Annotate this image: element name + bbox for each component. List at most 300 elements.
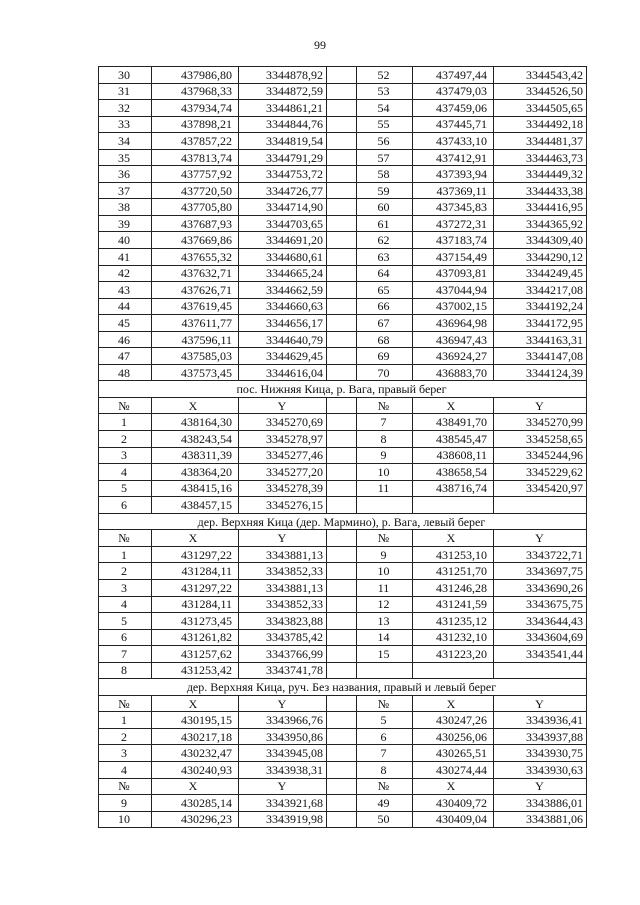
x-coordinate-cell: X [152,695,239,712]
y-coordinate-cell: 3345278,39 [239,480,327,497]
table-row [99,745,587,762]
x-coordinate-cell: 437412,91 [413,149,494,166]
point-number-cell: № [99,778,152,795]
point-number-cell: 41 [99,249,152,266]
point-number-cell: 8 [99,662,152,679]
x-coordinate-cell: X [413,778,494,795]
y-coordinate-cell: 3345420,97 [494,480,587,497]
point-number-cell: 35 [99,149,152,166]
point-number-cell: 46 [99,331,152,348]
x-coordinate-cell: 431251,70 [413,563,494,580]
column-gap-cell [327,563,357,580]
x-coordinate-cell: 437433,10 [413,133,494,150]
point-number-cell: 67 [357,315,413,332]
table-row [99,447,587,464]
y-coordinate-cell: 3343919,98 [239,811,327,828]
point-number-cell: 1 [99,414,152,431]
x-coordinate-cell: 437272,31 [413,215,494,232]
point-number-cell: 37 [99,182,152,199]
column-gap-cell [327,265,357,282]
x-coordinate-cell: 437611,77 [152,315,239,332]
point-number-cell: 9 [99,795,152,812]
y-coordinate-cell: 3344819,54 [239,133,327,150]
table-row [99,364,587,381]
column-gap-cell [327,133,357,150]
table-header-row [99,530,587,547]
column-gap-cell [327,215,357,232]
point-number-cell: 3 [99,579,152,596]
point-number-cell: 49 [357,795,413,812]
y-coordinate-cell: 3343886,01 [494,795,587,812]
y-coordinate-cell: 3344726,77 [239,182,327,199]
table-row [99,149,587,166]
y-coordinate-cell: 3344629,45 [239,348,327,365]
y-coordinate-cell: 3344505,65 [494,100,587,117]
x-coordinate-cell: 438658,54 [413,464,494,481]
point-number-cell: 14 [357,629,413,646]
column-gap-cell [327,646,357,663]
x-coordinate-cell: 437757,92 [152,166,239,183]
point-number-cell: 5 [357,712,413,729]
column-gap-cell [327,397,357,414]
y-coordinate-cell: 3343675,75 [494,596,587,613]
y-coordinate-cell: 3344543,42 [494,67,587,84]
y-coordinate-cell: 3343881,13 [239,579,327,596]
table-row [99,464,587,481]
y-coordinate-cell: 3344680,61 [239,249,327,266]
table-row [99,182,587,199]
point-number-cell: 34 [99,133,152,150]
table-row [99,613,587,630]
table-row [99,215,587,232]
y-coordinate-cell: Y [239,397,327,414]
x-coordinate-cell: 436964,98 [413,315,494,332]
x-coordinate-cell: 437393,94 [413,166,494,183]
table-row [99,563,587,580]
table-row [99,331,587,348]
column-gap-cell [327,613,357,630]
column-gap-cell [327,778,357,795]
point-number-cell: 10 [357,563,413,580]
x-coordinate-cell: X [413,397,494,414]
point-number-cell: 4 [99,596,152,613]
column-gap-cell [327,67,357,84]
point-number-cell: 63 [357,249,413,266]
x-coordinate-cell: 437986,80 [152,67,239,84]
point-number-cell: 7 [99,646,152,663]
column-gap-cell [327,249,357,266]
point-number-cell: 6 [99,497,152,514]
point-number-cell: 7 [357,414,413,431]
column-gap-cell [327,232,357,249]
y-coordinate-cell: 3344309,40 [494,232,587,249]
y-coordinate-cell: 3344691,20 [239,232,327,249]
y-coordinate-cell: 3343938,31 [239,761,327,778]
column-gap-cell [327,795,357,812]
y-coordinate-cell: 3343823,88 [239,613,327,630]
x-coordinate-cell: 437626,71 [152,282,239,299]
y-coordinate-cell: 3345278,97 [239,431,327,448]
x-coordinate-cell: 431246,28 [413,579,494,596]
y-coordinate-cell: 3344878,92 [239,67,327,84]
y-coordinate-cell: Y [239,530,327,547]
x-coordinate-cell: 438457,15 [152,497,239,514]
column-gap-cell [327,546,357,563]
x-coordinate-cell: 438491,70 [413,414,494,431]
column-gap-cell [327,761,357,778]
x-coordinate-cell: 437669,86 [152,232,239,249]
y-coordinate-cell: 3344147,08 [494,348,587,365]
coordinates-table [98,66,587,828]
x-coordinate-cell: 431261,82 [152,629,239,646]
table-row [99,596,587,613]
table-row [99,795,587,812]
y-coordinate-cell [494,497,587,514]
x-coordinate-cell: 437898,21 [152,116,239,133]
point-number-cell: 8 [357,761,413,778]
x-coordinate-cell: 437459,06 [413,100,494,117]
point-number-cell: 31 [99,83,152,100]
column-gap-cell [327,629,357,646]
point-number-cell: 50 [357,811,413,828]
x-coordinate-cell: 437497,44 [413,67,494,84]
point-number-cell: 13 [357,613,413,630]
x-coordinate-cell: 438164,30 [152,414,239,431]
x-coordinate-cell: 431235,12 [413,613,494,630]
point-number-cell: 1 [99,546,152,563]
point-number-cell: № [99,530,152,547]
table-row [99,579,587,596]
y-coordinate-cell: 3345258,65 [494,431,587,448]
x-coordinate-cell: X [152,530,239,547]
y-coordinate-cell: 3344481,37 [494,133,587,150]
table-row [99,414,587,431]
table-row [99,100,587,117]
x-coordinate-cell: 437934,74 [152,100,239,117]
y-coordinate-cell: 3343741,78 [239,662,327,679]
x-coordinate-cell: 431253,10 [413,546,494,563]
x-coordinate-cell: 438364,20 [152,464,239,481]
point-number-cell: 10 [99,811,152,828]
y-coordinate-cell: 3344640,79 [239,331,327,348]
table-row [99,497,587,514]
table-row [99,265,587,282]
point-number-cell: 36 [99,166,152,183]
x-coordinate-cell: 430232,47 [152,745,239,762]
x-coordinate-cell: 437596,11 [152,331,239,348]
y-coordinate-cell: 3344714,90 [239,199,327,216]
column-gap-cell [327,579,357,596]
x-coordinate-cell: 431232,10 [413,629,494,646]
x-coordinate-cell: 437655,32 [152,249,239,266]
y-coordinate-cell: 3344192,24 [494,298,587,315]
table-row [99,712,587,729]
point-number-cell: 59 [357,182,413,199]
y-coordinate-cell: 3345244,96 [494,447,587,464]
x-coordinate-cell: 430240,93 [152,761,239,778]
point-number-cell: 4 [99,464,152,481]
y-coordinate-cell: 3344844,76 [239,116,327,133]
table-header-row [99,778,587,795]
y-coordinate-cell: 3345277,46 [239,447,327,464]
x-coordinate-cell: 436883,70 [413,364,494,381]
point-number-cell: 68 [357,331,413,348]
x-coordinate-cell: 437345,83 [413,199,494,216]
point-number-cell: 2 [99,431,152,448]
section-title-row [99,679,587,696]
x-coordinate-cell: 437619,45 [152,298,239,315]
point-number-cell: 6 [357,728,413,745]
y-coordinate-cell: 3343541,44 [494,646,587,663]
x-coordinate-cell: 430195,15 [152,712,239,729]
table-row [99,67,587,84]
column-gap-cell [327,282,357,299]
y-coordinate-cell: 3344416,95 [494,199,587,216]
table-row [99,199,587,216]
x-coordinate-cell: 430247,26 [413,712,494,729]
column-gap-cell [327,331,357,348]
y-coordinate-cell: 3343766,99 [239,646,327,663]
y-coordinate-cell: 3344662,59 [239,282,327,299]
x-coordinate-cell: 431253,42 [152,662,239,679]
y-coordinate-cell: 3344492,18 [494,116,587,133]
point-number-cell: 15 [357,646,413,663]
point-number-cell: 7 [357,745,413,762]
table-row [99,298,587,315]
y-coordinate-cell: 3343937,88 [494,728,587,745]
x-coordinate-cell: 430285,14 [152,795,239,812]
y-coordinate-cell: 3343881,13 [239,546,327,563]
point-number-cell: 58 [357,166,413,183]
y-coordinate-cell: 3344526,50 [494,83,587,100]
table-row [99,811,587,828]
table-header-row [99,695,587,712]
point-number-cell: 40 [99,232,152,249]
column-gap-cell [327,414,357,431]
point-number-cell: № [99,695,152,712]
table-row [99,232,587,249]
point-number-cell: 52 [357,67,413,84]
x-coordinate-cell: 438415,16 [152,480,239,497]
x-coordinate-cell: 438243,54 [152,431,239,448]
x-coordinate-cell: 437002,15 [413,298,494,315]
x-coordinate-cell: 430265,51 [413,745,494,762]
x-coordinate-cell: 431297,22 [152,579,239,596]
x-coordinate-cell: X [152,778,239,795]
x-coordinate-cell: 431223,20 [413,646,494,663]
x-coordinate-cell: 437632,71 [152,265,239,282]
y-coordinate-cell: 3343921,68 [239,795,327,812]
y-coordinate-cell: 3343722,71 [494,546,587,563]
x-coordinate-cell: 430296,23 [152,811,239,828]
point-number-cell: 9 [357,447,413,464]
y-coordinate-cell: 3344249,45 [494,265,587,282]
x-coordinate-cell: X [413,530,494,547]
point-number-cell: 30 [99,67,152,84]
column-gap-cell [327,480,357,497]
y-coordinate-cell: 3344172,95 [494,315,587,332]
table-row [99,480,587,497]
y-coordinate-cell: Y [494,397,587,414]
y-coordinate-cell: 3343690,26 [494,579,587,596]
y-coordinate-cell: 3343697,75 [494,563,587,580]
x-coordinate-cell: 438545,47 [413,431,494,448]
y-coordinate-cell: 3344449,32 [494,166,587,183]
point-number-cell: 3 [99,447,152,464]
x-coordinate-cell: X [152,397,239,414]
x-coordinate-cell: 430256,06 [413,728,494,745]
x-coordinate-cell: 437573,45 [152,364,239,381]
section-title: пос. Нижняя Кица, р. Вага, правый берег [99,381,587,398]
point-number-cell: 12 [357,596,413,613]
column-gap-cell [327,298,357,315]
point-number-cell: 5 [99,480,152,497]
x-coordinate-cell: 437093,81 [413,265,494,282]
x-coordinate-cell: 431284,11 [152,563,239,580]
y-coordinate-cell: 3343852,33 [239,596,327,613]
y-coordinate-cell: 3343950,86 [239,728,327,745]
column-gap-cell [327,364,357,381]
y-coordinate-cell: 3343936,41 [494,712,587,729]
x-coordinate-cell: 436947,43 [413,331,494,348]
point-number-cell: 9 [357,546,413,563]
y-coordinate-cell: 3345277,20 [239,464,327,481]
x-coordinate-cell: 431273,45 [152,613,239,630]
y-coordinate-cell: 3344217,08 [494,282,587,299]
column-gap-cell [327,596,357,613]
x-coordinate-cell: 437705,80 [152,199,239,216]
column-gap-cell [327,728,357,745]
point-number-cell: 60 [357,199,413,216]
x-coordinate-cell: 437720,50 [152,182,239,199]
point-number-cell: № [357,778,413,795]
column-gap-cell [327,745,357,762]
y-coordinate-cell: 3343966,76 [239,712,327,729]
y-coordinate-cell: 3344872,59 [239,83,327,100]
column-gap-cell [327,166,357,183]
point-number-cell: 2 [99,563,152,580]
y-coordinate-cell: 3343644,43 [494,613,587,630]
x-coordinate-cell: 438716,74 [413,480,494,497]
column-gap-cell [327,695,357,712]
y-coordinate-cell: 3343604,69 [494,629,587,646]
y-coordinate-cell: 3344665,24 [239,265,327,282]
table-row [99,348,587,365]
y-coordinate-cell: 3344656,17 [239,315,327,332]
y-coordinate-cell: 3344616,04 [239,364,327,381]
point-number-cell: 57 [357,149,413,166]
y-coordinate-cell: 3344463,73 [494,149,587,166]
y-coordinate-cell: Y [494,695,587,712]
section-title: дер. Верхняя Кица (дер. Мармино), р. Вага, левый берег [99,513,587,530]
column-gap-cell [327,83,357,100]
y-coordinate-cell: 3343852,33 [239,563,327,580]
x-coordinate-cell: 430409,04 [413,811,494,828]
y-coordinate-cell: 3344163,31 [494,331,587,348]
x-coordinate-cell: 431241,59 [413,596,494,613]
table-row [99,761,587,778]
point-number-cell: 4 [99,761,152,778]
y-coordinate-cell [494,662,587,679]
x-coordinate-cell: 431257,62 [152,646,239,663]
x-coordinate-cell: 437183,74 [413,232,494,249]
point-number-cell: 56 [357,133,413,150]
table-row [99,431,587,448]
point-number-cell: 1 [99,712,152,729]
point-number-cell: 48 [99,364,152,381]
x-coordinate-cell: 437044,94 [413,282,494,299]
x-coordinate-cell [413,662,494,679]
table-row [99,646,587,663]
point-number-cell: 11 [357,579,413,596]
x-coordinate-cell: 431284,11 [152,596,239,613]
x-coordinate-cell: 430409,72 [413,795,494,812]
y-coordinate-cell: Y [494,778,587,795]
section-title: дер. Верхняя Кица, руч. Без названия, правый и левый берег [99,679,587,696]
y-coordinate-cell: 3344365,92 [494,215,587,232]
column-gap-cell [327,431,357,448]
y-coordinate-cell: 3345229,62 [494,464,587,481]
point-number-cell: № [357,530,413,547]
page-number: 99 [314,38,326,52]
point-number-cell: 69 [357,348,413,365]
point-number-cell: 3 [99,745,152,762]
table-row [99,662,587,679]
x-coordinate-cell: 438608,11 [413,447,494,464]
y-coordinate-cell: 3344791,29 [239,149,327,166]
point-number-cell [357,497,413,514]
point-number-cell: 70 [357,364,413,381]
point-number-cell: 33 [99,116,152,133]
y-coordinate-cell: 3343881,06 [494,811,587,828]
point-number-cell: 44 [99,298,152,315]
x-coordinate-cell [413,497,494,514]
table-row [99,728,587,745]
table-header-row [99,397,587,414]
table-row [99,166,587,183]
point-number-cell: 61 [357,215,413,232]
x-coordinate-cell: 438311,39 [152,447,239,464]
y-coordinate-cell: 3343930,63 [494,761,587,778]
column-gap-cell [327,348,357,365]
y-coordinate-cell: 3345276,15 [239,497,327,514]
point-number-cell [357,662,413,679]
table-row [99,282,587,299]
column-gap-cell [327,530,357,547]
table-row [99,315,587,332]
y-coordinate-cell: Y [239,778,327,795]
x-coordinate-cell: 437479,03 [413,83,494,100]
table-row [99,83,587,100]
column-gap-cell [327,182,357,199]
table-row [99,133,587,150]
y-coordinate-cell: 3344124,39 [494,364,587,381]
point-number-cell: 11 [357,480,413,497]
point-number-cell: 38 [99,199,152,216]
point-number-cell: 55 [357,116,413,133]
x-coordinate-cell: 430274,44 [413,761,494,778]
column-gap-cell [327,811,357,828]
x-coordinate-cell: 437445,71 [413,116,494,133]
point-number-cell: 47 [99,348,152,365]
column-gap-cell [327,149,357,166]
y-coordinate-cell: 3344753,72 [239,166,327,183]
point-number-cell: № [357,397,413,414]
point-number-cell: № [99,397,152,414]
y-coordinate-cell: 3345270,99 [494,414,587,431]
point-number-cell: 8 [357,431,413,448]
column-gap-cell [327,662,357,679]
